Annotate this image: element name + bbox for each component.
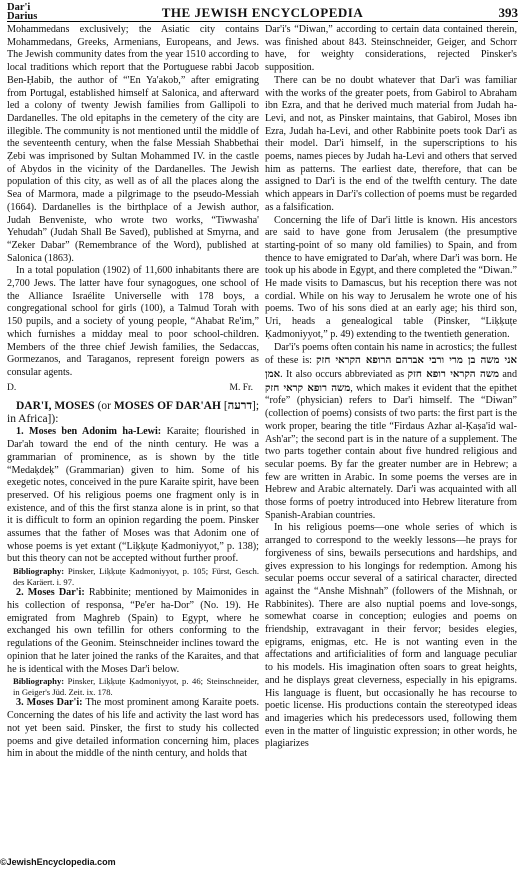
right-column [265,24,517,751]
hebrew-acrostic-abbrev: משה הקראי רופא חזק [407,367,499,380]
bibliography [7,566,259,587]
article-heading-or: (or [97,400,111,413]
page-title: THE JEWISH ENCYCLOPEDIA [161,5,364,20]
footer-credit: ©JewishEncyclopedia.com [0,857,116,867]
article-heading-bracket: [ [223,400,228,413]
hebrew-acrostic-abbrev: משה רופא קראי חזק [265,381,351,394]
running-header [7,3,518,20]
page-number: 393 [498,5,518,20]
paragraph: There can be no doubt whatever that Dar'i was familiar with the works of the greater poets, from Gabirol to Abraham ibn Ezra, and that he derived much material from Judah ha-Levi, and not, as Pinsker maintains, that Gabirol, Moses ibn Ezra, Judah ha-Levi, and other Rabbinite poets took Dar'i as their model. Dar'i himself, in the superscriptions to his poems, names pieces by Judah ha-Levi and others that served him as patterns. The earliest date, therefore, that can be assigned to Dar'i is the end of the twelfth century. The date which appears in Dar'i's collection of poems must be regarded as a falsification. [265,74,517,213]
hebrew-acrostic: הרופא הקראי חזק אמן [265,354,392,380]
bibliography-text: Pinsker, Liḳḳuṭe Ḳadmoniyyot, p. 105; Fürst, Gesch. des Karäert. i. 97. [13,566,259,587]
paragraph-text: , which makes it evident that the epithet “rofe” (physician) refers to Dar'i himself. The “Diwan” (collection of poems) consists of two parts: the first part is the work proper, bearing the title “Firdaus Azhar al-Ḳaṣa'id wal-Ash'ar”; the second part is in the nature of a supplement. The two parts together contain about five hundred religious and secular poems. By far the greater number are in Hebrew; a few are written in Arabic. In some poems the verses are in Hebrew and Arabic alternately. Dar'i was acquainted with all those forms of poetry introduced into Hebrew literature from Spanish-Arabian countries. [265,382,517,521]
entry-heading: 3. Moses Dar'i: [16,697,83,709]
paragraph: In a total population (1902) of 11,600 inhabitants there are 2,700 Jews. The latter have four synagogues, one school of the Alliance Israélite Universelle with 178 boys, a congregational school for girls (100), a Talmud Torah with 150 pupils, and a society of young people, “Ahabat Re'im,” which furnishes a midday meal to poor school-children. Members of the three chief Jewish families, the Sedaccas, Gormezanos, and Taraganos, represent foreign powers as consular agents. [7,265,259,378]
paragraph: Dar'i's “Diwan,” according to certain data contained therein, was finished about 843. Steinschneider, Geiger, and Schorr have, for weighty considerations, rejected Pinsker's supposition. [265,24,517,74]
entry-paragraph [7,426,259,566]
paragraph-text: Dar'i's poems often contain his name in acrostics; the fullest of these is: [265,341,517,367]
entry-text: The most prominent among Karaite poets. Concerning the dates of his life and activity the last word has not yet been said. Pinsker, the first to study his collected poems and give detailed information concerning him, places him in about the middle of the ninth century, and holds that [7,697,259,760]
paragraph: In his religious poems—one whole series of which is arranged to correspond to the weekly lessons—he prays for forgiveness of sins, bewails persecutions and hardships, and gives expression to his longings for redemption. Among his secular poems occur several of a satirical character, directed against the “Anshe Mishnah” (followers of the Mishnah, or Rabbinites). There are also nuptial poems and love-songs, somewhat coarse in conception; eulogies and poems on friendship, extravagant in their fervor; besides elegies, epigrams, enigmas, etc. He is not wanting even in the affectations and artificialities of form and language peculiar to his models. His imagination often soars to great heights, and he displays great cleverness, especially in his epigrams. His language is fluent, but occasionally he has recourse to poetic license. His productions contain the stereotyped ideas and imageries which his predecessors used, following them even in the matter of linguistic expression; in other words, he plagiarizes [265,522,517,750]
signature-right: M. Fr. [229,382,253,393]
paragraph-text: and [502,368,518,380]
article-heading-hebrew: דרעה [227,398,252,413]
paragraph: Concerning the life of Dar'i little is known. His ancestors are said to have gone from Jerusalem (the presumptive starting-point of so many old families) to Spain, and from thence to have emigrated to Dar'ah, where Dar'i was born. He took up his abode in Egypt, and there completed the “Diwan.” He made visits to Damascus, but his reception there was not cordial. While on his way to Jerusalem he wrote one of his poems. Two of his sons died at an early age; his third son, Uri, heads a genealogical table (Pinsker, “Liḳḳuṭe Ḳadmoniyyot,” p. 49) extending to the twentieth generation. [265,214,517,340]
hebrew-acrostic: אני משה בן מרי ורבי אברהם [395,354,518,367]
entry-heading: 2. Moses Dar'i: [16,587,85,599]
entry-text: Rabbinite; mentioned by Maimonides in his collection of responsa, “Pe'er ha-Dor” (No. 19). He emigrated from Maghreb (Spain) to Egypt, where he exchanged his own tefillin for others conforming to the regulations of the Geonim. Steinschneider inclines toward the opinion that he later joined the ranks of the Karaites, and that he is identical with the Moses Dar'i below. [7,587,259,675]
bibliography-text: Pinsker, Liḳḳuṭe Ḳadmoniyyot, p. 46; Steinschneider, in Geiger's Jüd. Zeit. ix. 178. [13,676,259,697]
entry-paragraph [7,587,259,676]
header-rule [7,21,518,22]
bibliography [7,676,259,697]
article-heading-tail: ]; in Africa]): [7,400,260,426]
signature-left: D. [7,382,17,393]
signature-line [7,382,253,395]
paragraph-text: . It also occurs abbreviated as [280,368,405,380]
paragraph [265,342,517,523]
entry-paragraph [7,697,259,761]
entry-heading: 1. Moses ben Adonim ha-Lewi: [16,426,162,438]
bibliography-label: Bibliography: [13,676,65,687]
bibliography-label: Bibliography: [13,566,65,577]
entry-text: Karaite; flourished in Dar'ah toward the end of the ninth century. He was a grammarian of prominence, as is shown by the title “Medaḳdeḳ” (Grammarian) given to him. Some of his exegetic notes, conceived in the pure Karaite spirit, have been preserved. Of his religious poems one fragment only is in existence, and of this the first stanza alone is in print, so that it is difficult to form an opinion regarding the poem. Pinsker assumes that the father of Moses was that Adonim one of whose poems is yet extant (“Liḳḳuṭe Ḳadmoniyyot,” p. 138); but this theory can not be accepted without further proof. [7,426,260,565]
header-catchword-2: Darius [7,11,38,22]
paragraph: Mohammedans exclusively; the Asiatic city contains Mohammedans, Greeks, Armenians, Europeans, and Jews. The Jewish community dates from the year 1510 according to local traditions which report that the Portuguese rabbi Jacob Ben-Ḥabib, the author of “'En Ya'akob,” after emigrating from Portugal, established himself at Salonica, and afterward led a colony of twenty Jewish families from Gallipoli to Dardanelles. The old epitaphs in the cemetery of the city are illegible. The community is not mentioned until the middle of the seventeenth century, when the false Messiah Shabbethai Ẓebi was imprisoned by Sultan Mohammed IV. in the castle of Abydos in the vicinity of the Dardanelles. The Jewish population of this city, as well as of all the places along the Sea of Marmora, made a pilgrimage to the pseudo-Messiah (1664). Dardanelles is the birthplace of a Jewish author, Judah Benveniste, who wrote two works, “Tiwwasha' Yehudah” (Judah Shall Be Saved), published at Smyrna, and “Zeker Dabar” (Remembrance of the Word), published at Salonica (1863). [7,24,259,264]
header-catchword-1: Dar'i [7,2,31,13]
left-column [7,24,259,761]
article-heading-title: DAR'I, MOSES [16,400,95,413]
article-heading [7,399,259,426]
article-heading-alt: MOSES OF DAR'AH [113,400,221,413]
